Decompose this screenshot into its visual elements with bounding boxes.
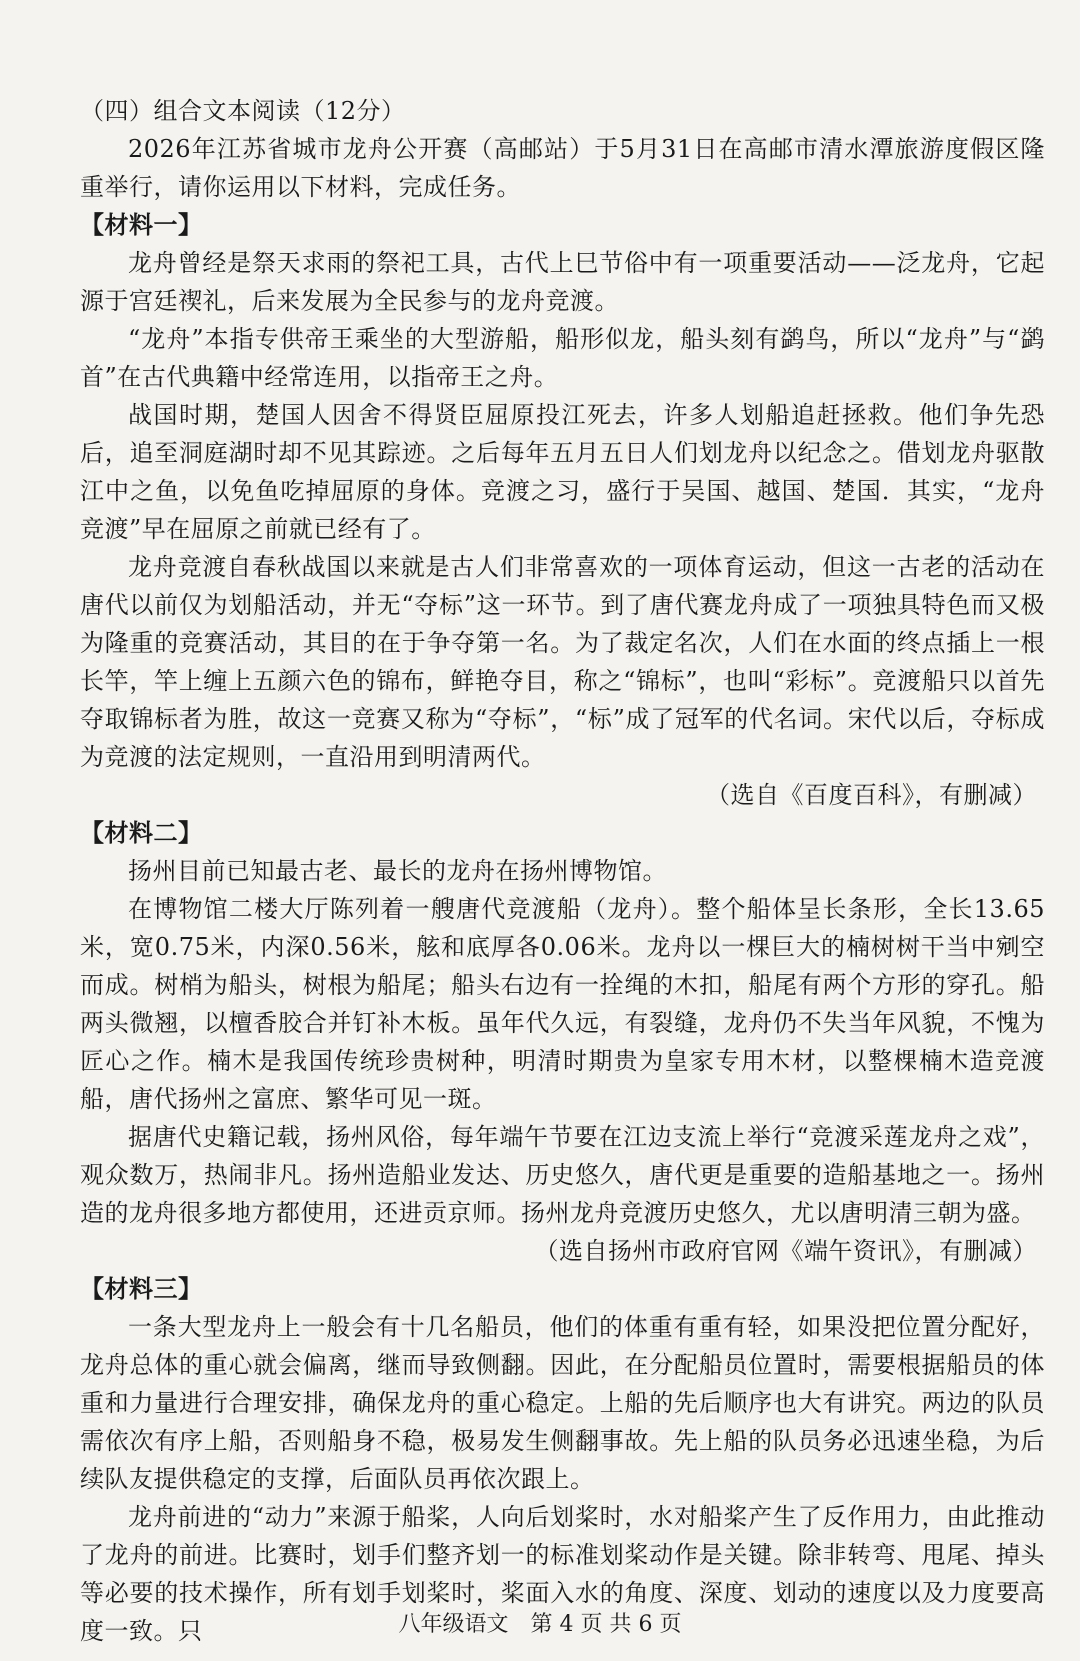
page-footer: 八年级语文 第 4 页 共 6 页 — [398, 1612, 682, 1637]
material-2-paragraph: 扬州目前已知最古老、最长的龙舟在扬州博物馆。 — [128, 857, 667, 885]
material-3-label: 【材料三】 — [80, 1274, 203, 1303]
intro-paragraph: 2026年江苏省城市龙舟公开赛（高邮站）于5月31日在高邮市清水潭旅游度假区隆重举行，请你运用以下材料，完成任务。 — [80, 135, 1045, 201]
material-2-source: （选自扬州市政府官网《端午资讯》，有删减） — [534, 1237, 1037, 1265]
material-3-paragraph: 龙舟前进的“动力”来源于船桨，人向后划桨时，水对船桨产生了反作用力，由此推动了龙舟的前进。比赛时，划手们整齐划一的标准划桨动作是关键。除非转弯、甩尾、掉头等必要的技术操作，所有划手划桨时，桨面入水的角度、深度、划动的速度以及力度要高度一致。只 — [80, 1503, 1045, 1645]
material-2-paragraph: 在博物馆二楼大厅陈列着一艘唐代竞渡船（龙舟）。整个船体呈长条形，全长13.65米，宽0.75米，内深0.56米，舷和底厚各0.06米。龙舟以一棵巨大的楠树树干当中剜空而成。树梢为船头，树根为船尾；船头右边有一拴绳的木扣，船尾有两个方形的穿孔。船两头微翘，以檀香胶合并钉补木板。虽年代久远，有裂缝，龙舟仍不失当年风貌，不愧为匠心之作。楠木是我国传统珍贵树种，明清时期贵为皇家专用木材，以整棵楠木造竞渡船，唐代扬州之富庶、繁华可见一斑。 — [80, 895, 1045, 1113]
material-1-paragraph: 战国时期，楚国人因舍不得贤臣屈原投江死去，许多人划船追赶拯救。他们争先恐后，追至洞庭湖时却不见其踪迹。之后每年五月五日人们划龙舟以纪念之。借划龙舟驱散江中之鱼，以免鱼吃掉屈原的身体。竞渡之习，盛行于吴国、越国、楚国．其实，“龙舟竞渡”早在屈原之前就已经有了。 — [80, 401, 1045, 543]
material-1-source: （选自《百度百科》，有删减） — [706, 781, 1037, 809]
material-1-label: 【材料一】 — [80, 210, 203, 239]
material-1-paragraph: 龙舟竞渡自春秋战国以来就是古人们非常喜欢的一项体育运动，但这一古老的活动在唐代以前仅为划船活动，并无“夺标”这一环节。到了唐代赛龙舟成了一项独具特色而又极为隆重的竞赛活动，其目的在于争夺第一名。为了裁定名次，人们在水面的终点插上一根长竿，竿上缠上五颜六色的锦布，鲜艳夺目，称之“锦标”，也叫“彩标”。竞渡船只以首先夺取锦标者为胜，故这一竞赛又称为“夺标”，“标”成了冠军的代名词。宋代以后，夺标成为竞渡的法定规则，一直沿用到明清两代。 — [80, 553, 1045, 771]
material-1-paragraph: 龙舟曾经是祭天求雨的祭祀工具，古代上巳节俗中有一项重要活动——泛龙舟，它起源于宫廷禊礼，后来发展为全民参与的龙舟竞渡。 — [80, 249, 1045, 315]
material-1-paragraph: “龙舟”本指专供帝王乘坐的大型游船，船形似龙，船头刻有鹢鸟，所以“龙舟”与“鹢首”在古代典籍中经常连用，以指帝王之舟。 — [80, 325, 1045, 391]
material-2-paragraph: 据唐代史籍记载，扬州风俗，每年端午节要在江边支流上举行“竞渡采莲龙舟之戏”，观众数万，热闹非凡。扬州造船业发达、历史悠久，唐代更是重要的造船基地之一。扬州造的龙舟很多地方都使用，还进贡京师。扬州龙舟竞渡历史悠久，尤以唐明清三朝为盛。 — [80, 1123, 1045, 1227]
material-2-label: 【材料二】 — [80, 818, 203, 847]
material-3-paragraph: 一条大型龙舟上一般会有十几名船员，他们的体重有重有轻，如果没把位置分配好，龙舟总体的重心就会偏离，继而导致侧翻。因此，在分配船员位置时，需要根据船员的体重和力量进行合理安排，确保龙舟的重心稳定。上船的先后顺序也大有讲究。两边的队员需依次有序上船，否则船身不稳，极易发生侧翻事故。先上船的队员务必迅速坐稳，为后续队友提供稳定的支撑，后面队员再依次跟上。 — [80, 1313, 1045, 1493]
section-title: （四）组合文本阅读（12分） — [80, 97, 406, 125]
reading-section — [80, 92, 1045, 1650]
